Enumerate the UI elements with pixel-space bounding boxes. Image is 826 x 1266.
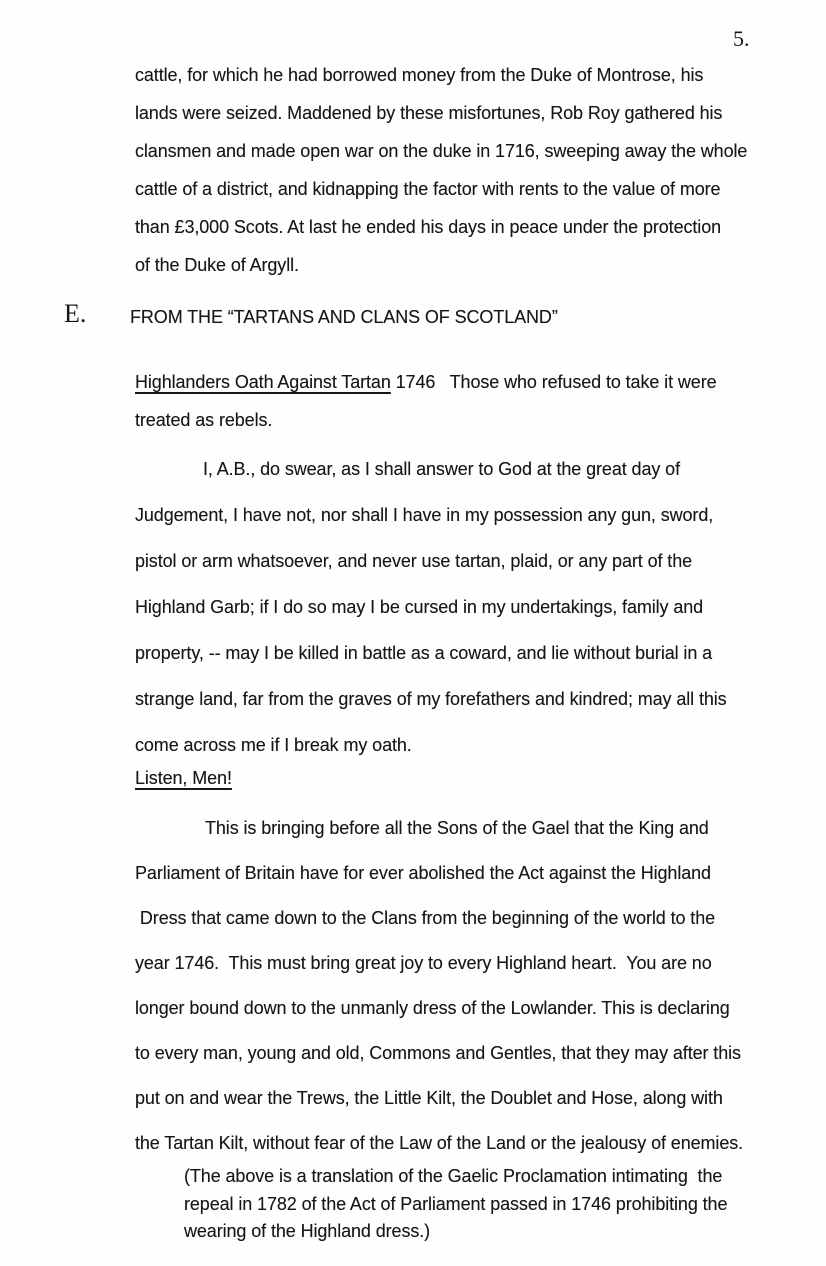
text-line: to every man, young and old, Commons and Gentles, that they may after this <box>135 1043 741 1063</box>
text-line: longer bound down to the unmanly dress of the Lowlander. This is declaring <box>135 998 730 1018</box>
translation-note <box>184 1163 727 1246</box>
oath-paragraph <box>135 446 727 768</box>
text-line: strange land, far from the graves of my forefathers and kindred; may all this <box>135 689 727 709</box>
listen-men-heading <box>135 768 232 789</box>
text-line: lands were seized. Maddened by these misfortunes, Rob Roy gathered his <box>135 103 723 123</box>
text-line: repeal in 1782 of the Act of Parliament passed in 1746 prohibiting the <box>184 1193 728 1214</box>
text-line: wearing of the Highland dress.) <box>184 1221 431 1241</box>
text-line: pistol or arm whatsoever, and never use tartan, plaid, or any part of the <box>135 551 693 571</box>
listen-men-heading-text: Listen, Men! <box>135 768 232 788</box>
text-line: put on and wear the Trews, the Little Kilt, the Doublet and Hose, along with <box>135 1088 723 1108</box>
text-line: clansmen and made open war on the duke in 1716, sweeping away the whole <box>135 141 748 161</box>
text-line: I, A.B., do swear, as I shall answer to God at the great day of <box>203 459 680 479</box>
oath-heading <box>135 372 717 393</box>
oath-heading-underlined-title: Highlanders Oath Against Tartan <box>135 372 391 392</box>
text-line: of the Duke of Argyll. <box>135 255 299 275</box>
text-line: Dress that came down to the Clans from the beginning of the world to the <box>135 908 716 928</box>
text-line: cattle of a district, and kidnapping the factor with rents to the value of more <box>135 179 721 199</box>
text-line: This is bringing before all the Sons of the Gael that the King and <box>205 818 709 838</box>
text-line: come across me if I break my oath. <box>135 735 412 755</box>
text-line: Judgement, I have not, nor shall I have in my possession any gun, sword, <box>135 505 714 525</box>
oath-heading-rest: 1746 Those who refused to take it were <box>390 372 717 392</box>
oath-heading-continuation: treated as rebels. <box>135 410 273 430</box>
proclamation-paragraph <box>135 806 743 1166</box>
text-line: property, -- may I be killed in battle as a coward, and lie without burial in a <box>135 643 713 663</box>
text-line: the Tartan Kilt, without fear of the Law of the Land or the jealousy of enemies. <box>135 1133 744 1153</box>
page-number: 5. <box>733 26 750 51</box>
text-line: year 1746. This must bring great joy to every Highland heart. You are no <box>135 953 712 973</box>
text-line: Highland Garb; if I do so may I be cursed in my undertakings, family and <box>135 597 704 617</box>
text-line: cattle, for which he had borrowed money from the Duke of Montrose, his <box>135 65 704 85</box>
rob-roy-paragraph <box>135 56 747 284</box>
text-line: than £3,000 Scots. At last he ended his days in peace under the protection <box>135 217 722 237</box>
section-title: FROM THE “TARTANS AND CLANS OF SCOTLAND” <box>130 307 558 327</box>
text-line: Parliament of Britain have for ever abolished the Act against the Highland <box>135 863 711 883</box>
section-label: E. <box>64 299 87 328</box>
text-line: (The above is a translation of the Gaelic Proclamation intimating the <box>184 1166 723 1186</box>
